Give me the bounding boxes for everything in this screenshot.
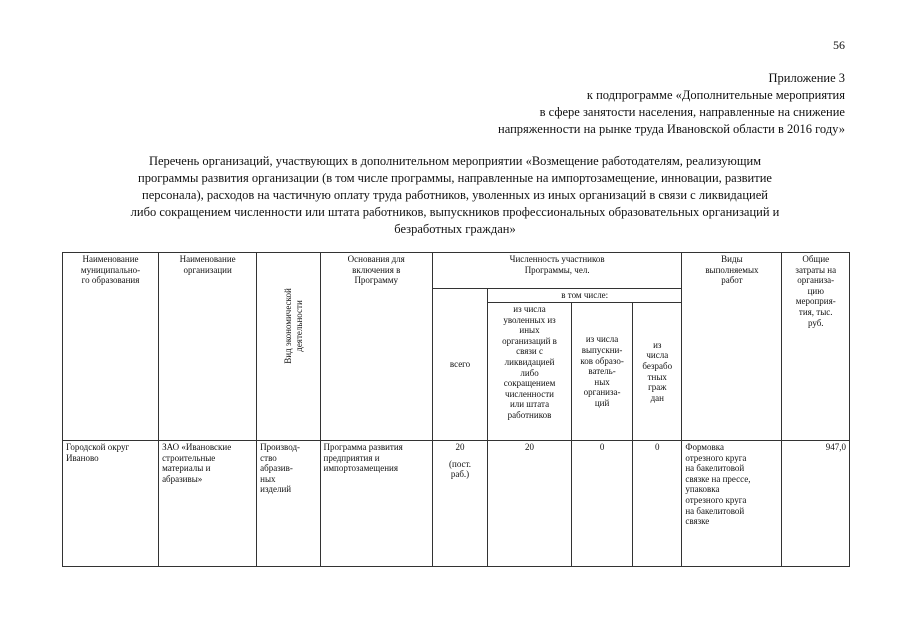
cell-activity: Производ- ство абразив- ных изделий bbox=[257, 441, 320, 567]
header-participants: Численность участников Программы, чел. bbox=[432, 253, 681, 289]
header-costs: Общие затраты на организа- цию мероприя- тия, тыс. руб. bbox=[782, 253, 850, 441]
organizations-table bbox=[62, 252, 850, 567]
title-line: персонала), расходов на частичную оплату труда работников, уволенных из иных организаций в связи с ликвидацией bbox=[142, 188, 768, 202]
appendix-header bbox=[498, 70, 845, 138]
header-works: Виды выполняемых работ bbox=[682, 253, 782, 441]
header-unemployed: из числа безрабо тных граж дан bbox=[633, 303, 682, 441]
cell-municipality: Городской округ Иваново bbox=[63, 441, 159, 567]
title-line: безработных граждан» bbox=[394, 222, 516, 236]
appendix-line: напряженности на рынке труда Ивановской области в 2016 году» bbox=[498, 122, 845, 136]
cell-basis: Программа развития предприятия и импортозамещения bbox=[320, 441, 432, 567]
header-activity: Вид экономической деятельности bbox=[283, 288, 305, 364]
cell-costs: 947,0 bbox=[782, 441, 850, 567]
cell-total-note: (пост. раб.) bbox=[449, 458, 472, 480]
header-basis: Основания для включения в Программу bbox=[320, 253, 432, 441]
title-line: программы развития организации (в том числе программы, направленные на импортозамещение, инновации, развитие bbox=[138, 171, 772, 185]
title-line: Перечень организаций, участвующих в дополнительном мероприятии «Возмещение работодателям, реализующим bbox=[148, 154, 762, 168]
header-municipality: Наименование муниципально- го образования bbox=[63, 253, 159, 441]
cell-works: Формовка отрезного круга на бакелитовой связке на прессе, упаковка отрезного круга на бакелитовой связке bbox=[682, 441, 782, 567]
header-total: всего bbox=[432, 289, 487, 441]
cell-organization: ЗАО «Ивановские строительные материалы и абразивы» bbox=[159, 441, 257, 567]
cell-unemployed: 0 bbox=[633, 441, 682, 567]
header-including: в том числе: bbox=[488, 289, 682, 303]
header-graduates: из числа выпускни- ков образо- ватель- ных организа- ций bbox=[571, 303, 632, 441]
page-number: 56 bbox=[833, 38, 845, 52]
appendix-line: в сфере занятости населения, направленные на снижение bbox=[539, 105, 845, 119]
cell-total-value: 20 bbox=[455, 442, 465, 452]
header-organization: Наименование организации bbox=[159, 253, 257, 441]
appendix-line: Приложение 3 bbox=[768, 71, 845, 85]
cell-dismissed: 20 bbox=[488, 441, 572, 567]
header-activity-cell bbox=[257, 253, 320, 441]
appendix-line: к подпрограмме «Дополнительные мероприятия bbox=[586, 88, 845, 102]
table-row bbox=[63, 441, 850, 567]
title-line: либо сокращением численности или штата работников, выпускников профессиональных образовательных организаций и bbox=[130, 205, 780, 219]
cell-total bbox=[432, 441, 487, 567]
header-dismissed: из числа уволенных из иных организаций в связи с ликвидацией либо сокращением численности или штата работников bbox=[488, 303, 572, 441]
cell-graduates: 0 bbox=[571, 441, 632, 567]
document-title bbox=[60, 153, 850, 238]
